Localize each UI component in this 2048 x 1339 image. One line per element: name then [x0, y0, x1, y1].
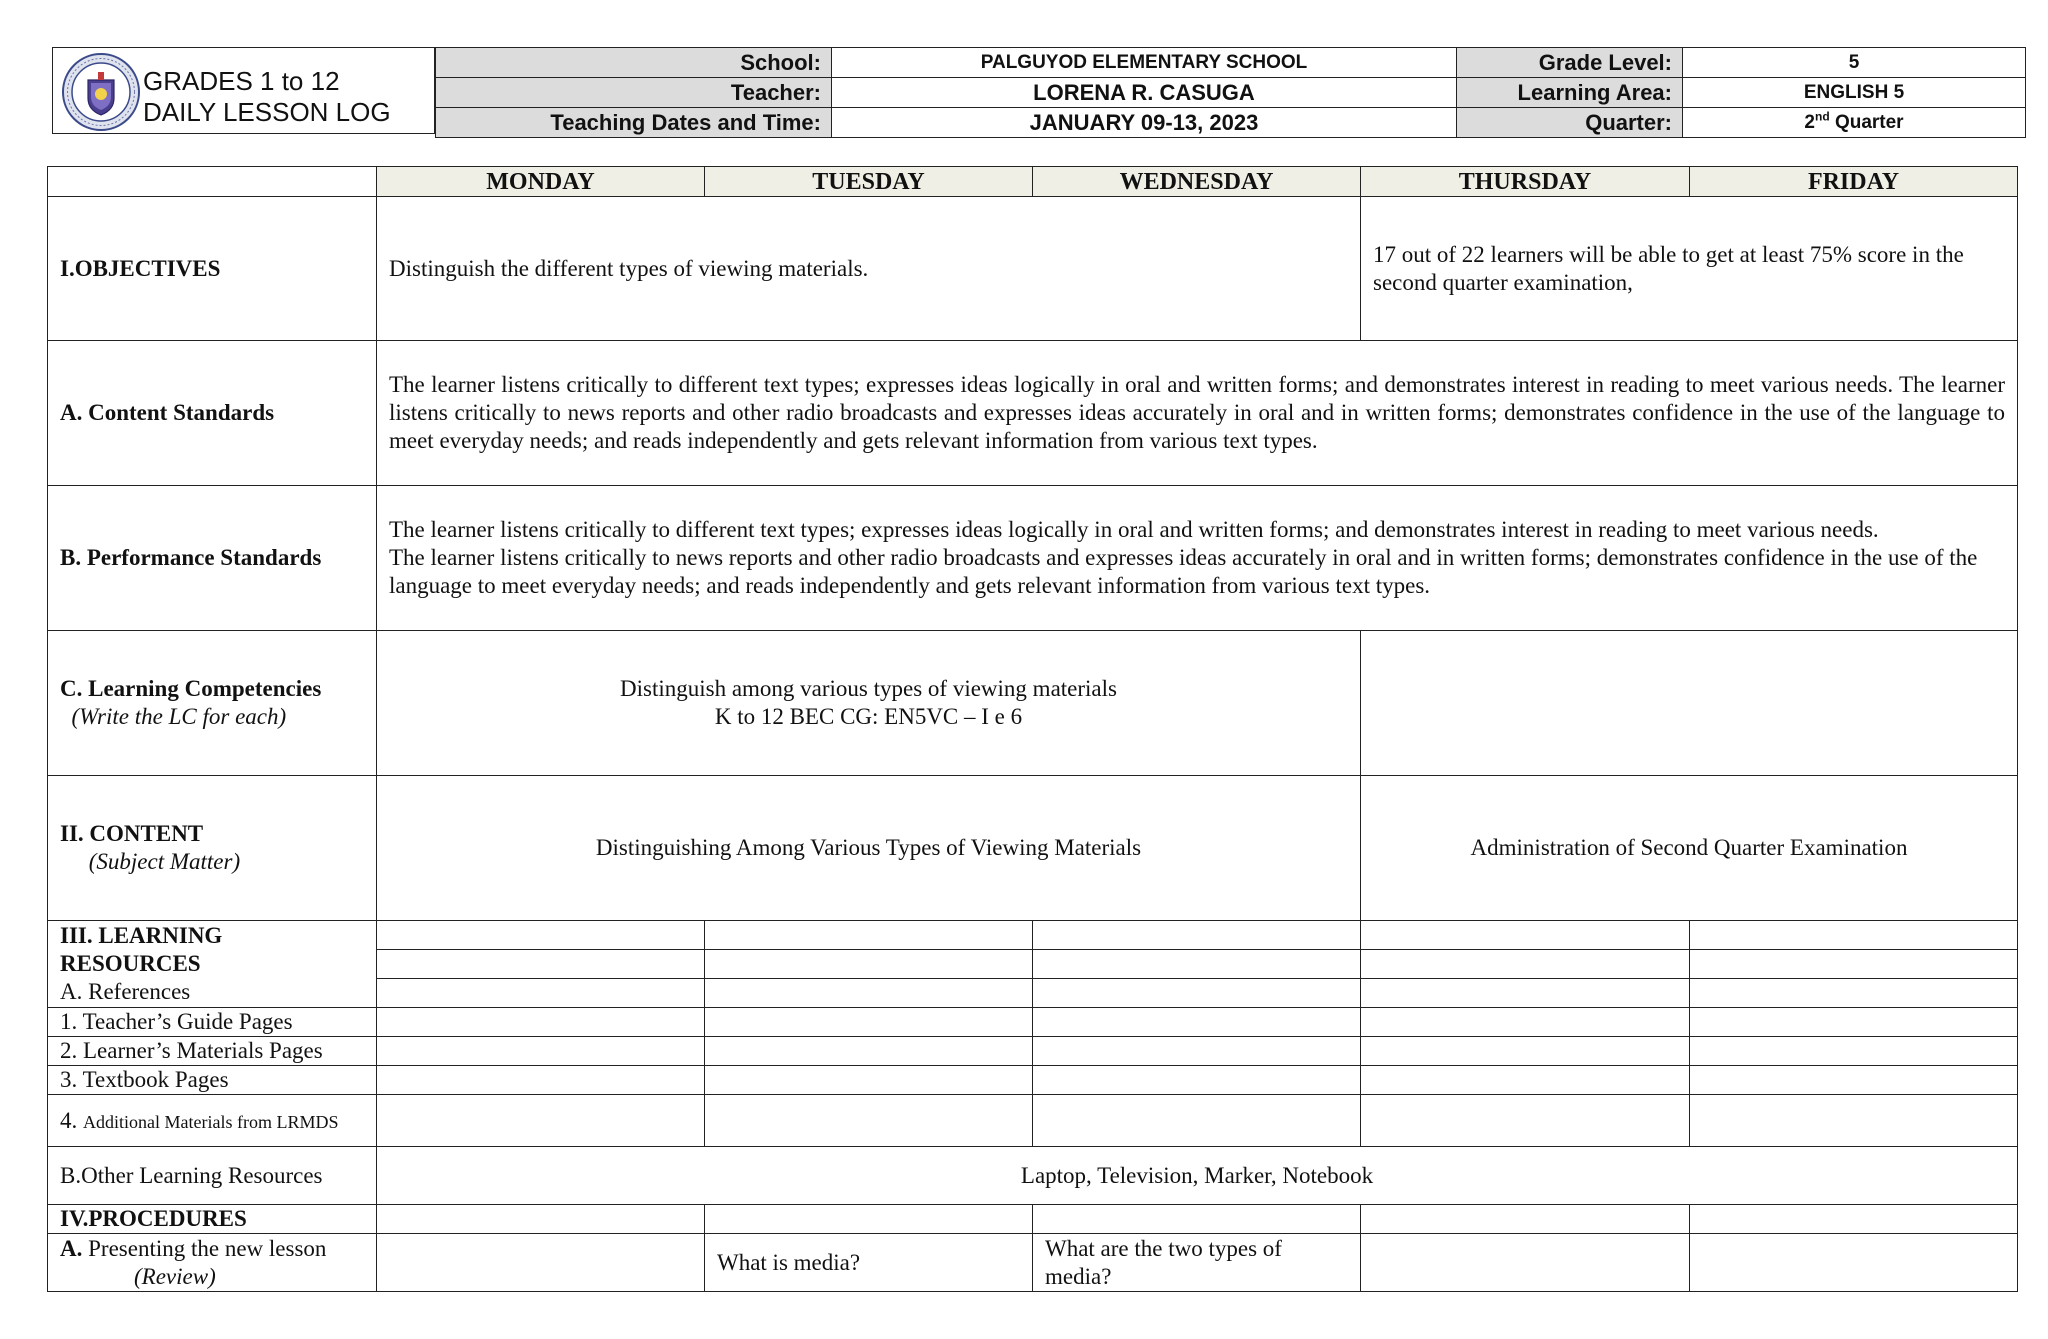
objectives-thu-fri: 17 out of 22 learners will be able to get at least 75% score in the second quarter examination,	[1361, 197, 2018, 341]
competencies-mon-wed	[377, 631, 1361, 776]
teacher-value: LORENA R. CASUGA	[832, 78, 1457, 108]
cell	[1361, 1008, 1690, 1037]
header-logo-block	[52, 47, 435, 134]
cell	[705, 1008, 1033, 1037]
cell	[1690, 1037, 2018, 1066]
cell	[1690, 1066, 2018, 1095]
competency-code: K to 12 BEC CG: EN5VC – I e 6	[714, 704, 1023, 729]
presenting-lesson-sub: (Review)	[134, 1263, 216, 1289]
header-title-line2: DAILY LESSON LOG	[143, 97, 391, 127]
lesson-log-table	[47, 166, 2018, 1292]
additional-materials-label	[48, 1095, 377, 1147]
cell	[377, 979, 705, 1008]
cell	[1361, 1205, 1690, 1234]
competencies-sub-label: (Write the LC for each)	[60, 704, 287, 729]
cell	[377, 1095, 705, 1147]
additional-materials-text: Additional Materials from LRMDS	[83, 1111, 339, 1132]
day-tuesday: TUESDAY	[705, 167, 1033, 197]
cell	[377, 921, 705, 950]
presenting-lesson-wednesday: What are the two types of media?	[1033, 1234, 1361, 1292]
other-resources-label: B.Other Learning Resources	[48, 1147, 377, 1205]
quarter-label: Quarter:	[1457, 108, 1683, 138]
additional-materials-number: 4.	[60, 1107, 78, 1133]
presenting-lesson-letter: A.	[60, 1235, 83, 1261]
cell	[1690, 1095, 2018, 1147]
quarter-value	[1683, 108, 2026, 138]
cell	[377, 1037, 705, 1066]
cell	[377, 1066, 705, 1095]
cell	[1361, 921, 1690, 950]
content-thu-fri: Administration of Second Quarter Examination	[1361, 776, 2018, 921]
cell	[1033, 979, 1361, 1008]
quarter-number: 2	[1804, 111, 1815, 133]
resources-label-line2: RESOURCES	[60, 951, 201, 976]
competencies-sub-text: Write the LC for each	[79, 704, 279, 729]
competencies-label: C. Learning Competencies	[60, 676, 322, 701]
header-info-table	[435, 47, 2026, 138]
deped-seal-icon	[61, 52, 141, 132]
cell	[1361, 1066, 1690, 1095]
cell	[377, 1234, 705, 1292]
day-friday: FRIDAY	[1690, 167, 2018, 197]
content-mon-wed: Distinguishing Among Various Types of Viewing Materials	[377, 776, 1361, 921]
content-label: II. CONTENT	[60, 821, 204, 846]
other-resources-value: Laptop, Television, Marker, Notebook	[377, 1147, 2018, 1205]
cell	[1690, 979, 2018, 1008]
content-sub-label: (Subject Matter)	[60, 849, 241, 874]
day-wednesday: WEDNESDAY	[1033, 167, 1361, 197]
school-label: School:	[436, 48, 832, 78]
cell	[1033, 1066, 1361, 1095]
cell	[1033, 1008, 1361, 1037]
competencies-label-cell	[48, 631, 377, 776]
learners-materials-label: 2. Learner’s Materials Pages	[48, 1037, 377, 1066]
performance-standards-text	[377, 486, 2018, 631]
resources-label-cell	[48, 921, 377, 1008]
content-sub-text: Subject Matter	[96, 849, 233, 874]
teachers-guide-label: 1. Teacher’s Guide Pages	[48, 1008, 377, 1037]
quarter-suffix: nd	[1814, 109, 1830, 124]
cell	[1033, 950, 1361, 979]
cell	[377, 1205, 705, 1234]
resources-label-line1: III. LEARNING	[60, 923, 223, 948]
competencies-thu-fri	[1361, 631, 2018, 776]
header-title-line1: GRADES 1 to 12	[143, 66, 340, 96]
references-label: A. References	[60, 979, 191, 1004]
cell	[705, 1037, 1033, 1066]
learning-area-label: Learning Area:	[1457, 78, 1683, 108]
cell	[1690, 921, 2018, 950]
cell	[1690, 1008, 2018, 1037]
school-value: PALGUYOD ELEMENTARY SCHOOL	[832, 48, 1457, 78]
content-standards-label: A. Content Standards	[48, 341, 377, 486]
learning-area-value: ENGLISH 5	[1683, 78, 2026, 108]
content-label-cell	[48, 776, 377, 921]
corner-cell	[48, 167, 377, 197]
performance-standards-label: B. Performance Standards	[48, 486, 377, 631]
cell	[1690, 950, 2018, 979]
cell	[1690, 1205, 2018, 1234]
cell	[705, 950, 1033, 979]
cell	[1033, 921, 1361, 950]
day-thursday: THURSDAY	[1361, 167, 1690, 197]
content-standards-text: The learner listens critically to different text types; expresses ideas logically in oral and written forms; and demonstrates interest in reading to meet various needs. The learner listens critically to news reports and other radio broadcasts and expresses ideas accurately in oral and in written forms; demonstrates confidence in the use of the language to meet everyday needs; and reads independently and gets relevant information from various text types.	[377, 341, 2018, 486]
cell	[1361, 1234, 1690, 1292]
day-monday: MONDAY	[377, 167, 705, 197]
presenting-lesson-tuesday: What is media?	[705, 1234, 1033, 1292]
competency-text: Distinguish among various types of viewing materials	[620, 676, 1117, 701]
cell	[1361, 1037, 1690, 1066]
cell	[1033, 1095, 1361, 1147]
cell	[377, 1008, 705, 1037]
cell	[1361, 979, 1690, 1008]
teacher-label: Teacher:	[436, 78, 832, 108]
cell	[1033, 1205, 1361, 1234]
cell	[705, 1066, 1033, 1095]
cell	[705, 979, 1033, 1008]
cell	[1690, 1234, 2018, 1292]
teaching-dates-label: Teaching Dates and Time:	[436, 108, 832, 138]
procedures-label: IV.PROCEDURES	[48, 1205, 377, 1234]
teaching-dates-value: JANUARY 09-13, 2023	[832, 108, 1457, 138]
performance-standards-line2: The learner listens critically to news reports and other radio broadcasts and expresses ideas accurately in oral and in written forms; demonstrates confidence in the use of the language to meet everyday needs; and reads independently and gets relevant information from various text types.	[389, 545, 1978, 598]
cell	[377, 950, 705, 979]
cell	[705, 1095, 1033, 1147]
textbook-pages-label: 3. Textbook Pages	[48, 1066, 377, 1095]
grade-level-label: Grade Level:	[1457, 48, 1683, 78]
cell	[1033, 1037, 1361, 1066]
objectives-mon-wed: Distinguish the different types of viewing materials.	[377, 197, 1361, 341]
presenting-lesson-text: Presenting the new lesson	[88, 1235, 327, 1261]
cell	[1361, 1095, 1690, 1147]
objectives-label: I.OBJECTIVES	[48, 197, 377, 341]
performance-standards-line1: The learner listens critically to different text types; expresses ideas logically in oral and written forms; and demonstrates interest in reading to meet various needs.	[389, 517, 1879, 542]
grade-level-value: 5	[1683, 48, 2026, 78]
cell	[705, 921, 1033, 950]
cell	[1361, 950, 1690, 979]
presenting-lesson-label	[48, 1234, 377, 1292]
cell	[705, 1205, 1033, 1234]
quarter-word: Quarter	[1834, 111, 1904, 133]
